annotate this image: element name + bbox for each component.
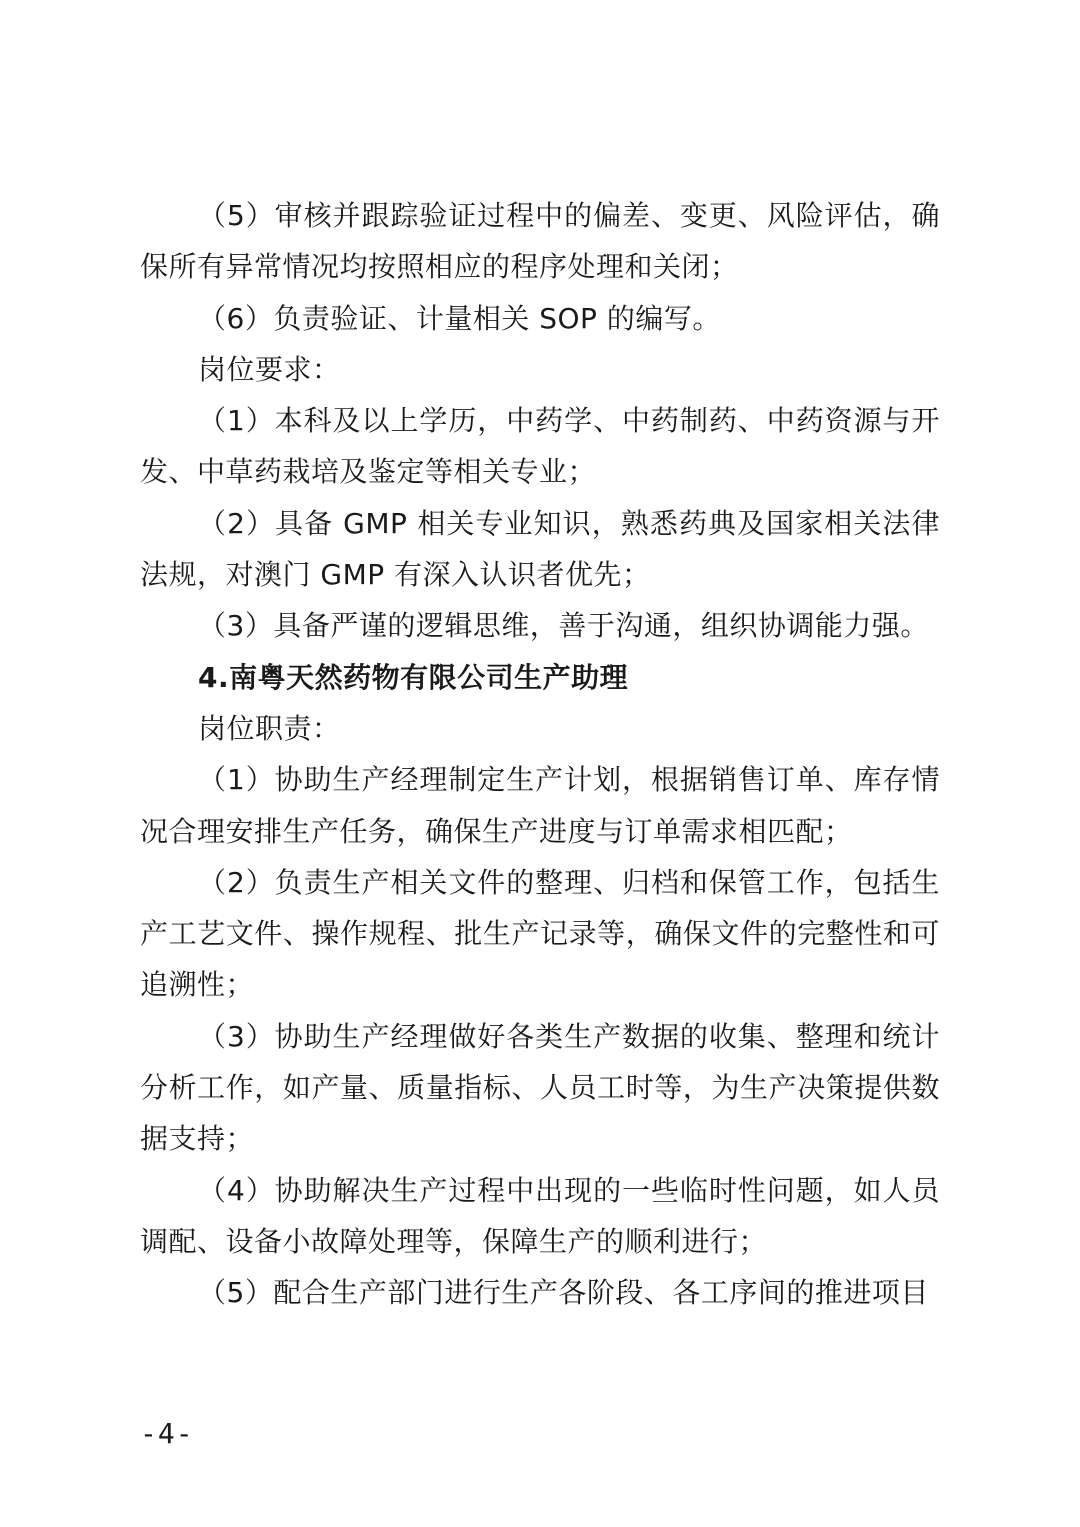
paragraph-requirement-3: （3）具备严谨的逻辑思维，善于沟通，组织协调能力强。 xyxy=(198,609,929,643)
paragraph-assistant-duty-2: （2）负责生产相关文件的整理、归档和保管工作，包括生产工艺文件、操作规程、批生产记录等，确保文件的完整性和可追溯性； xyxy=(140,865,940,1002)
page-number: -4- xyxy=(140,1417,194,1450)
paragraph-duty-5: （5）审核并跟踪验证过程中的偏差、变更、风险评估，确保所有异常情况均按照相应的程序处理和关闭； xyxy=(140,199,940,284)
job-title-heading: 4.南粤天然药物有限公司生产助理 xyxy=(198,660,629,694)
document-body xyxy=(140,190,940,1319)
section-label-requirements: 岗位要求： xyxy=(198,352,341,386)
paragraph-assistant-duty-1: （1）协助生产经理制定生产计划，根据销售订单、库存情况合理安排生产任务，确保生产进度与订单需求相匹配； xyxy=(140,763,940,848)
section-label-duties: 岗位职责： xyxy=(198,711,341,745)
paragraph-requirement-1: （1）本科及以上学历，中药学、中药制药、中药资源与开发、中草药栽培及鉴定等相关专业； xyxy=(140,404,940,489)
paragraph-assistant-duty-5: （5）配合生产部门进行生产各阶段、各工序间的推进项目 xyxy=(198,1276,929,1310)
paragraph-duty-6: （6）负责验证、计量相关 SOP 的编写。 xyxy=(198,301,721,335)
paragraph-requirement-2: （2）具备 GMP 相关专业知识，熟悉药典及国家相关法律法规，对澳门 GMP 有深入认识者优先； xyxy=(140,506,940,592)
paragraph-assistant-duty-3: （3）协助生产经理做好各类生产数据的收集、整理和统计分析工作，如产量、质量指标、人员工时等，为生产决策提供数据支持； xyxy=(140,1019,940,1156)
paragraph-assistant-duty-4: （4）协助解决生产过程中出现的一些临时性问题，如人员调配、设备小故障处理等，保障生产的顺利进行； xyxy=(140,1173,940,1258)
